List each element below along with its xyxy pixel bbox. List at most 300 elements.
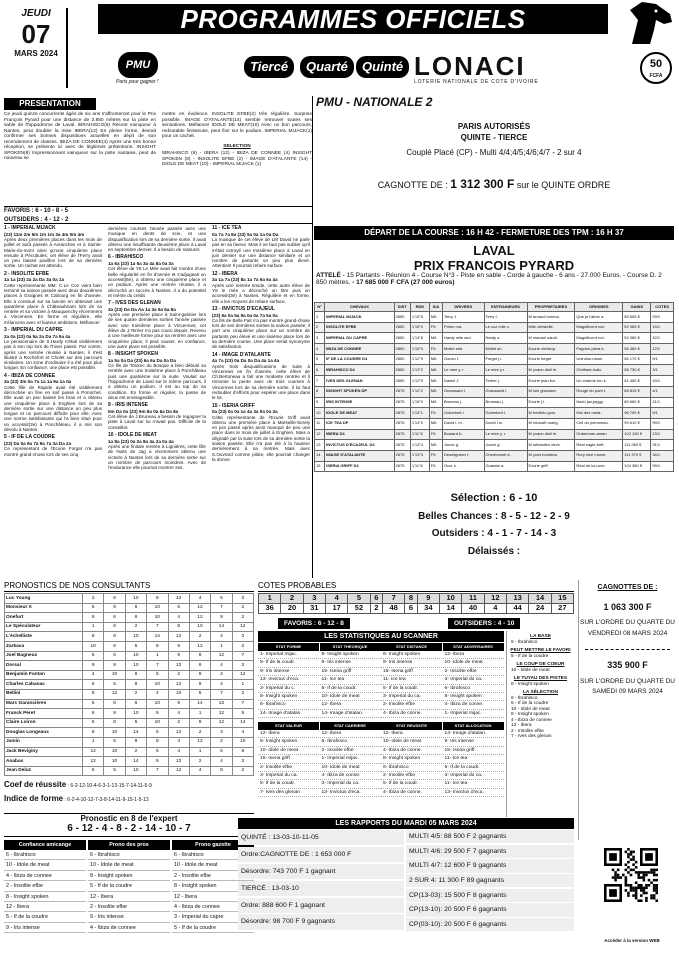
prono-cell: 12 (168, 766, 189, 776)
prono-row (5, 680, 254, 690)
prono-cell: 4 (147, 689, 168, 699)
runner-row (315, 333, 674, 344)
runner-cell: 1'11"6 (410, 429, 429, 440)
runner-cell: M6 (429, 418, 442, 429)
presentation-col-1: Ce jeudi quinze concurrents âgés de six ans s'affronteront pour le Prix François Pyrard pour une distance de 2.850 mètres sur la piste en sable de l'hippodrome de Laval. IBRAHISCO(6) Récent vainqueur à Nantes, peut doubler la mise IBERA(12) En pleine forme, devrait confirmer ses bonnes dispositions actuelles en dépit de son recendement de classes. IBIZA DE CONNEE(4) Après une très bonne réception, se présente ici avec de légitimes prétentions. INSIGHT SPOKEN(8) Impressionnant vainqueur sur la piste nantaise, peut de nouveau se (4, 112, 156, 162)
prono-col-header: Confiance amicange (4, 840, 86, 850)
runner-cell: IMAGE D'ATALANTE (325, 450, 394, 461)
cagnotte-quarte-2-desc: SUR L'ORDRE DU QUARTE DU SAMEDI 09 MARS 2024 (579, 677, 676, 695)
cagnottes-title: CAGNOTTES DE : (597, 584, 658, 591)
runner-cell: 13/1 (651, 429, 674, 440)
rapport-line: CP(13-03): 15 500 F 8 gagnants (406, 889, 574, 902)
cote-value: 40 (462, 604, 484, 614)
prono-row (5, 737, 254, 747)
runner-row (315, 312, 674, 323)
prono-cell: 5 (83, 603, 104, 613)
runner-cell: Ecurie christop. (527, 344, 575, 355)
price-badge (640, 52, 672, 84)
runners-body (315, 312, 674, 472)
prono-cell: 6 (104, 622, 125, 632)
prono-cell: 12 (168, 632, 189, 642)
horse-entry-text: Cet élève de J.Bruneau a besoin de regagner la piste à Laval sur lui n'avait pas. Difficile de la conseiller. (108, 414, 206, 430)
prono-col-item: 9 - Iris intense (4, 923, 86, 933)
prono-cell: 8 (104, 661, 125, 671)
base-section-title: PEUT METTRE LE FAVORI (510, 648, 571, 654)
prono-cell: 5 (147, 670, 168, 680)
prono-col-item: 6 - Ibrahisco (4, 850, 86, 860)
prono-cell: 12 (211, 718, 232, 728)
cote-number: 2 (281, 594, 303, 604)
runner-row (315, 386, 674, 397)
runner-cell: Terry J. (442, 312, 484, 323)
horse-entry-title: 15 - ISERIA GRIFF (212, 402, 255, 409)
prono-cell: 4 (168, 747, 189, 757)
base-section-item: 6 - Ibrahisco (511, 639, 538, 645)
horse-entry-text: Après une rentrée timide, cette autre élève de Y8 le mée a décroché un titre puis un accessit(3e) à Nantes. Régulière et en forme, elle a les moyens de refaire surface. (212, 282, 310, 304)
runner-cell: 2850 (394, 333, 410, 344)
prono-row (5, 699, 254, 709)
runner-cell: M6 (429, 386, 442, 397)
cotes-favoris: FAVORIS : 6 - 12 - 8 (278, 618, 350, 629)
prono-cell: 7 (211, 689, 232, 699)
rapports-heading: LES RAPPORTS DU MARDI 05 MARS 2024 (238, 818, 574, 829)
stat-item: 12- Ibera (381, 730, 442, 738)
stat-item: 9- Iris intense (258, 668, 319, 676)
runner-cell: IBIZA DE CONNEE (325, 344, 394, 355)
stat-item: 2- Insolite efbe (258, 764, 319, 772)
cote-value: 14 (440, 604, 462, 614)
runner-cell: 5/1 (651, 408, 674, 419)
runner-cell: F6 (429, 344, 442, 355)
prono-consultant: Jack Beviginy (5, 747, 83, 757)
cagnotte-quarte-1-desc: SUR L'ORDRE DU QUARTE DU VENDREDI 08 MARS 2024 (579, 619, 676, 637)
horse-entry (212, 404, 310, 463)
runner-cell: Cell du pommeau. (575, 418, 623, 429)
runner-cell: Le mee y. r. (484, 429, 527, 440)
prono-cell: 4 (189, 594, 210, 604)
cote-value: 2 (370, 604, 382, 614)
horse-entry-text: dernières courses l'année passée avec une musique en dents de scie, et une disqualification lors de sa dernière sortie. Il avait obtenu une insuffisante deuxième place à Laval en septembre dernier. Il a besoin de rassurer. (108, 226, 206, 253)
lonaci-name: LONACI (414, 51, 526, 81)
runner-cell: IMPERIAL MIJACK (325, 312, 394, 323)
prono-cell: 6 (104, 737, 125, 747)
horse-entry-music: (23) 11m 2m 5m 1m 1m 3a 4m 0m 4m (4, 231, 85, 237)
rapport-line: CP(03-10): 20 500 F 6 gagnants (406, 918, 574, 931)
cote-number: 4 (325, 594, 347, 604)
runner-cell: 2875 (394, 386, 410, 397)
runner-cell: 2875 (394, 450, 410, 461)
runner-cell: Real de lou-une. (575, 461, 623, 472)
base-section-title: LE COUP DE COEUR (516, 662, 565, 668)
pronostics-heading: PRONOSTICS DE NOS CONSULTANTS (4, 580, 254, 592)
runner-cell: 42/1 (651, 333, 674, 344)
runner-cell: 99/1 (651, 461, 674, 472)
stat-item: 6- Ibrahisco (320, 738, 381, 746)
runner-cell: 8 (315, 386, 325, 397)
prono-cell: 10 (125, 632, 146, 642)
runner-cell: Le coz mile c. (484, 322, 527, 333)
prono-cell: 10 (83, 641, 104, 651)
runner-cell: 102 130 € (623, 429, 651, 440)
base-section-item: 10 - Idole de meat (511, 706, 550, 712)
runner-cell: 1'15"5 (410, 312, 429, 323)
stat-column (258, 722, 319, 797)
qr-code-icon[interactable] (604, 848, 658, 902)
stat-column (320, 643, 381, 718)
runners-header-cell: COTES (651, 303, 674, 312)
prono-row (5, 757, 254, 767)
horse-entry-music: 3a 1a 7a (23) 8a 1a 7a 6a 6a 4a (212, 277, 278, 283)
prono-cell: 2 (232, 689, 253, 699)
horse-commentary (4, 226, 312, 576)
prono-cell: 10 (125, 594, 146, 604)
prono-cell: 4 (211, 670, 232, 680)
runner-cell: 10 (315, 408, 325, 419)
runner-cell: F6 (429, 450, 442, 461)
runner-row (315, 344, 674, 355)
stat-item: 12- Ibera (320, 701, 381, 709)
prono-cell: 1 (83, 622, 104, 632)
prono-consultant: Onefurt (5, 613, 83, 623)
favoris-line: FAVORIS : 6 - 10 - 8 - 5 (4, 208, 68, 214)
cagnottes-separator (585, 649, 670, 650)
selection-main: Sélection : 6 - 10 (450, 492, 538, 504)
prono-cell: 2 (232, 603, 253, 613)
runner-row (315, 408, 674, 419)
prono-cell: 10 (104, 757, 125, 767)
cote-value: 44 (507, 604, 529, 614)
runner-cell: Ecurie jean-fra. (527, 376, 575, 387)
horse-entry-music: 1a 6a (23) 1a 5a 3a 4a 8a 0a 3a (108, 261, 174, 267)
runners-header-cell: DIST (394, 303, 410, 312)
prono-cell: 2 (232, 766, 253, 776)
horse-entry-title: 4 - IBIZA DE CONNEE (4, 372, 56, 379)
runner-cell: Ecurie forget (527, 354, 575, 365)
runner-cell: 3/1 (651, 365, 674, 376)
runner-cell: 15/1 (651, 322, 674, 333)
prono-cell: 12 (168, 661, 189, 671)
stat-item: 8- Insight spoken (258, 738, 319, 746)
selection-text: IBRAHISCO (6) - IBERA (12) - IBIZA DE CONNEE (4) INSIGHT SPOKEN (8) - INSOLITE EFBE (2) - IMAGE D'ATALANTE (14) - IDOLE DE MEAT (10) - IMPERIAL MIJACK (1) (162, 151, 312, 168)
prono-cell: 10 (147, 680, 168, 690)
prono-cell: 4 (189, 766, 210, 776)
horse-entry (212, 272, 310, 304)
pmu-logo: PMU (118, 52, 158, 78)
runner-cell: Que je t'aime a. (575, 312, 623, 323)
runners-header-cell: RDK (410, 303, 429, 312)
runner-cell: 53 380 € (623, 333, 651, 344)
cote-number: 13 (507, 594, 529, 604)
expert-box (4, 813, 254, 837)
stat-item: 4- Ibiza de conne. (381, 789, 442, 797)
race-city: LAVAL (473, 243, 515, 258)
stat-item: 5- If de la coudr. (381, 685, 442, 693)
stat-item: 13- Invictus d'eca. (443, 789, 504, 797)
runner-cell: 13 (315, 440, 325, 451)
prono-row (5, 728, 254, 738)
prono-cell: 12 (232, 670, 253, 680)
runner-cell: David l. m. (442, 418, 484, 429)
prono-cell: 8 (104, 718, 125, 728)
cote-number: 14 (529, 594, 551, 604)
prono-cell: 4 (168, 709, 189, 719)
prono-cell: 12 (189, 613, 210, 623)
prono-cell: 10 (125, 766, 146, 776)
rapport-line: MULTI 4/5: 88 500 F 2 gagnants (406, 830, 574, 843)
prono-cell: 2 (83, 594, 104, 604)
cote-value: 4 (484, 604, 506, 614)
cote-number: 11 (462, 594, 484, 604)
base-section-item: 2 - Insolite efbe (511, 728, 544, 734)
prono-col-item: 2 - Insolite efbe (4, 881, 86, 891)
prono-cell: 12 (168, 728, 189, 738)
stat-item: 11- Ice tea (381, 676, 442, 684)
horse-entry-music: 4a 7a (23) 0a Da 0a Da 4a 1a 4a (212, 358, 280, 364)
base-section-title: LA SÉLECTION (523, 690, 558, 696)
prono-cell: 8 (147, 641, 168, 651)
selection-label: SELECTION (223, 143, 251, 149)
rapport-line: Désordre: 743 700 F 1 gagnant (238, 864, 404, 879)
prono-cell: 10 (104, 670, 125, 680)
horse-entry (4, 328, 102, 371)
coef-value: : 6-2-12-10-4-6-3-1-13-15-7-14-11-5-9 (67, 783, 152, 789)
runner-cell: Jouve g. (442, 440, 484, 451)
stat-item: 15- Iseria griff (320, 668, 381, 676)
date-box (6, 8, 68, 88)
prono-col-item: 12 - Ibera (88, 892, 170, 902)
stat-item: 10- Idole de meat (320, 693, 381, 701)
cotes-values-row (259, 604, 574, 614)
runner-cell: Mollet seb. (442, 344, 484, 355)
runner-cell: 2850 (394, 322, 410, 333)
stat-item: 4- Ibiza de conne. (381, 747, 442, 755)
stat-item: 10- Idole de meat (381, 738, 442, 746)
prono-row (5, 594, 254, 604)
prono-cell: 13 (211, 699, 232, 709)
horse-entry-music: 3a (23) Da Da Aa 1a 3a 5a 6a 8a (108, 306, 176, 312)
horse-entry-music: 2a 0a (23) 0a 5a 2a Da 7a 9a 4a (4, 333, 71, 339)
runner-cell: M6 (429, 333, 442, 344)
runner-cell: 1'13"1 (410, 408, 429, 419)
prono-row (5, 670, 254, 680)
runner-cell: Cherbonnel d. (484, 450, 527, 461)
prono-cell: 6 (104, 641, 125, 651)
prono-consultant: Monsieur X (5, 603, 83, 613)
runner-cell: 61 450 € (623, 376, 651, 387)
runner-cell: Magnificent rod. (575, 333, 623, 344)
prono-consultant: Jean Deluz (5, 766, 83, 776)
stat-item: 3- Imperial du ca. (443, 772, 504, 780)
prono-cell: 12 (168, 680, 189, 690)
prono-cell: 12 (211, 709, 232, 719)
stat-column-header: STAT ADVERSAIRES (443, 643, 504, 651)
prono-cell: 6 (104, 594, 125, 604)
runner-row (315, 440, 674, 451)
runner-cell: Terrier j. (484, 376, 527, 387)
stat-column (381, 722, 442, 797)
runner-cell: 55 605 € (623, 312, 651, 323)
horse-head-icon (612, 0, 676, 46)
lonaci-subtitle: LOTERIE NATIONALE DE COTE D'IVOIRE (414, 79, 539, 85)
runner-cell: 34/1 (651, 450, 674, 461)
runners-header-cell: GAINS (623, 303, 651, 312)
runner-row (315, 450, 674, 461)
rapport-line: Ordre:CAGNOTTE DE : 1 653 000 F (238, 847, 404, 862)
stats-top-grid (258, 643, 504, 719)
horse-entry (108, 403, 206, 430)
stat-item: 3- Imperial du ca. (443, 676, 504, 684)
runner-cell: ICE TEA DP (325, 418, 394, 429)
runner-cell: M yves boulteux (527, 450, 575, 461)
cotes-favoris-outsiders (258, 618, 574, 629)
rapport-line: 2 SUR 4: 11 300 F 89 gagnants (406, 874, 574, 887)
rapports-left (238, 830, 404, 931)
cote-number: 10 (440, 594, 462, 604)
horse-entry-title: 3 - IMPERIAL DU CAPRE (4, 327, 63, 333)
runner-cell: M sébastien deve. (527, 440, 575, 451)
prono-cell: 8 (125, 613, 146, 623)
prono-consultant: Joel Bagneux (5, 651, 83, 661)
stat-item: 14- Image d'atalan. (258, 710, 319, 718)
race-prize: - 17 685 000 F CFA (27 000 euros) (352, 279, 455, 287)
date-number: 07 (21, 18, 51, 49)
prono-cell: 2 (168, 718, 189, 728)
horse-entry-music: (23) Da 0a 9a 7a 9a 7a 3a Da 2a (4, 441, 72, 447)
horse-entry (4, 272, 102, 325)
prono-cell: 2 (232, 613, 253, 623)
prono-cell: 10 (125, 709, 146, 719)
runner-cell: Rory nice mome. (575, 450, 623, 461)
runner-cell: 2875 (394, 429, 410, 440)
runner-cell: 58 730 € (623, 365, 651, 376)
prono-consultant: Douglas Longeaux (5, 728, 83, 738)
stat-column (258, 643, 319, 718)
prono-col-confiance (4, 840, 86, 933)
runner-cell: Prime ma. (442, 322, 484, 333)
runner-cell: IDOLE DE MEAT (325, 408, 394, 419)
stat-item: 13- Invictus d'eca. (258, 676, 319, 684)
prono-cell: 5 (147, 757, 168, 767)
prono-col-item: 4 - Ibiza de connee (172, 902, 254, 912)
runner-cell: 2 (315, 322, 325, 333)
runner-cell: Rouge du pont t. (575, 386, 623, 397)
runner-cell: 1'15"0 (410, 397, 429, 408)
race-description (314, 272, 674, 287)
prono-cell: 10 (189, 622, 210, 632)
stat-item: 4- Ibiza de conne. (320, 772, 381, 780)
stat-item: 2- Insolite efbe (381, 772, 442, 780)
runner-cell: 1'12"9 (410, 354, 429, 365)
runner-cell: Ohrifiant-botic. (575, 365, 623, 376)
horse-entry-music: 0a (23) 0a 0a 1a 4a 3a 0a 0a 3a (212, 409, 278, 415)
stat-item: 5- If de la coudr. (320, 685, 381, 693)
prono-cell: 8 (232, 747, 253, 757)
presentation-col-2-text: mettre en évidence. INSOLITE EFBE(2) très régulière. Surprise possible. IMAGE D'ATALANTE(14) semble retrouver toutes ses sensations. Méfiance! IDOLE DE MEAT(10) Avec un bon parcours, redoutable finisseuse, peut finir sur le podium. IMPERIAL MIJACK(1) pour un cachet. (162, 112, 312, 140)
stat-item: 3- Imperial du ca. (381, 693, 442, 701)
horse-entry (212, 353, 310, 401)
horse-entry-music: (23) 6a 0a 5a 9a 0a 0a 7a 5a 0a (212, 312, 278, 318)
runner-cell: 1'14"0 (410, 418, 429, 429)
stat-column (443, 722, 504, 797)
runner-cell: 96 790 € (623, 408, 651, 419)
prono-row (5, 603, 254, 613)
prono-cell: 6 (104, 613, 125, 623)
horse-entry-title: 8 - INSIGHT SPOKEN (108, 351, 159, 358)
horse-entry-title: 6 - IBRAHISCO (108, 254, 144, 261)
prono-cell: 5 (211, 594, 232, 604)
prono-col-item: 5 - If de la coudre (4, 912, 86, 922)
presentation-heading: PRESENTATION (4, 98, 96, 110)
runner-cell: 43/1 (651, 376, 674, 387)
horse-entry-title: 10 - IDOLE DE MEAT (108, 432, 157, 438)
runner-cell: M frédéric guin. (527, 408, 575, 419)
prono-cell: 2 (189, 632, 210, 642)
prono-cell: 12 (83, 757, 104, 767)
rapport-line: MULTI 4/6: 29 500 F 7 gagnants (406, 845, 574, 858)
runner-cell: 2850 (394, 312, 410, 323)
prono-consultant: Marc Garancières (5, 699, 83, 709)
pmu-nationale-title: PMU - NATIONALE 2 (316, 95, 433, 109)
prono-cell: 4 (83, 670, 104, 680)
stat-item: 8- Insight spoken (381, 651, 442, 659)
runner-cell: 56 170 € (623, 354, 651, 365)
prono-cell: 12 (189, 603, 210, 613)
rapports-right (406, 830, 574, 933)
prono-cell: 6 (83, 709, 104, 719)
prono-consultant: Charles Cabanac (5, 680, 83, 690)
race-desc-text: - 15 Partants - Réunion 4 - Course N°3 - Piste en sable - Corde à gauche - 6 ans - 27.000 Euros. - Course D. 2 850 mètres. (316, 272, 662, 287)
runner-cell: 52 965 € (623, 322, 651, 333)
runner-cell: IRIS INTENSE (325, 397, 394, 408)
stat-item: 15- Iseria griff (443, 747, 504, 755)
runner-cell: Graussard l. (442, 386, 484, 397)
stat-item: 3- Imperial du c. (258, 685, 319, 693)
cote-number: 12 (484, 594, 506, 604)
prono-cell: 3 (211, 728, 232, 738)
runner-cell: INSOLITE EFBE (325, 322, 394, 333)
prono-cell: 1 (189, 747, 210, 757)
stat-item: 14- Image d'atalan. (443, 730, 504, 738)
runner-cell: IMPERIAL DU CAPRE (325, 333, 394, 344)
rapport-line: QUINTÉ : 13-03-10-11-05 (238, 830, 404, 845)
cagnottes-box (578, 580, 676, 840)
horse-entry-text: Après une première place à Saint-galmier lors de ses quatre dernières sorties l'année passée avec une troisième place à Vincennes; cet élève de J.Terrier n'a pas couru depuis. Revenu à une meilleure forme pour sa rentrée avec une cinquième place, il peut causer, en confiance, une autre place est possible. (108, 312, 206, 349)
cagnotte-value: 1 312 300 F (450, 176, 515, 191)
prono-col-item: 5 - If de la coudre (88, 881, 170, 891)
horse-entry-text: Ce fils de Totorec du Bosque a bien débuté sa rentrée avec une troisième place à Ponchâteau puis une quatrième sur la suite. Voulait sur l'hippodrome de Laval sur le même parcours, il a obtenu un podium. Il est au top de sa condition. En forme et régulier, la passe de deux est envisageable. (108, 363, 206, 400)
prono-cell: 2 (211, 737, 232, 747)
cagnotte-suffix: sur le QUINTE ORDRE (516, 179, 611, 190)
qr-caption: Accéder à la version WEB (604, 938, 660, 943)
prono-cell: 14 (211, 622, 232, 632)
prono-cell: 6 (147, 728, 168, 738)
prono-cell: 8 (125, 603, 146, 613)
prono-cell: 9 (189, 670, 210, 680)
stat-item: 6- Ibrahisco (443, 685, 504, 693)
prono-cell: 5 (83, 699, 104, 709)
runner-cell: Le mee y. r. (442, 365, 484, 376)
runner-cell: 31/1 (651, 440, 674, 451)
prono-cell: 6 (83, 766, 104, 776)
prono-col-item: 10 - Idole de meat (88, 860, 170, 870)
base-section-item: 8 - Insight spoken (511, 681, 549, 687)
prono-cell: 4 (168, 737, 189, 747)
runner-cell: 1'12"2 (410, 386, 429, 397)
horse-entry (108, 255, 206, 298)
prono-cell: 4 (168, 613, 189, 623)
horse-entry (108, 226, 206, 252)
cote-value: 31 (303, 604, 325, 614)
